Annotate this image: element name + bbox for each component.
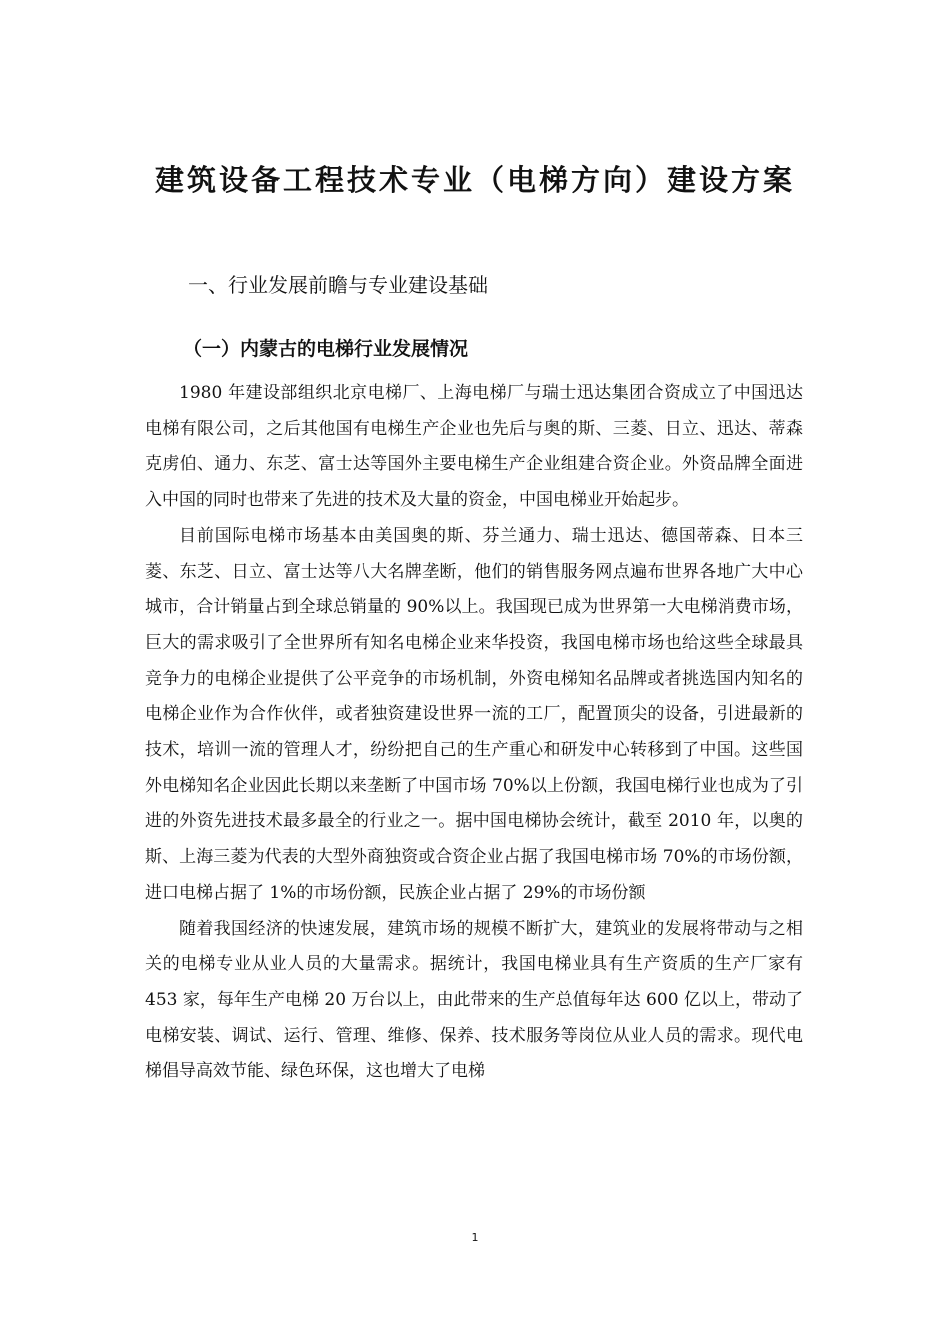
- paragraph-3: 随着我国经济的快速发展，建筑市场的规模不断扩大，建筑业的发展将带动与之相关的电梯专业从业人员的大量需求。据统计，我国电梯业具有生产资质的生产厂家有 453 家，每年生产电梯 20 万台以上，由此带来的生产总值每年达 600 亿以上，带动了电梯安装、调试、运行、管理、维修、保养、技术服务等岗位从业人员的需求。现代电梯倡导高效节能、绿色环保，这也增大了电梯: [145, 918, 803, 1082]
- section-heading: 一、行业发展前瞻与专业建设基础: [188, 273, 488, 297]
- document-title: 建筑设备工程技术专业（电梯方向）建设方案: [154, 163, 795, 197]
- subsection-heading: （一）内蒙古的电梯行业发展情况: [183, 338, 469, 360]
- body-text: [145, 376, 803, 1090]
- paragraph-1: 1980 年建设部组织北京电梯厂、上海电梯厂与瑞士迅达集团合资成立了中国迅达电梯有限公司，之后其他国有电梯生产企业也先后与奥的斯、三菱、日立、迅达、蒂森克虏伯、通力、东芝、富士达等国外主要电梯生产企业组建合资企业。外资品牌全面进入中国的同时也带来了先进的技术及大量的资金，中国电梯业开始起步。: [145, 383, 803, 511]
- page-number: 1: [471, 1231, 479, 1244]
- paragraph-2: 目前国际电梯市场基本由美国奥的斯、芬兰通力、瑞士迅达、德国蒂森、日本三菱、东芝、日立、富士达等八大名牌垄断，他们的销售服务网点遍布世界各地广大中心城市，合计销量占到全球总销量的 90%以上。我国现已成为世界第一大电梯消费市场，巨大的需求吸引了全世界所有知名电梯企业来华投资，我国电梯市场也给这些全球最具竞争力的电梯企业提供了公平竞争的市场机制，外资电梯知名品牌或者挑选国内知名的电梯企业作为合作伙伴，或者独资建设世界一流的工厂，配置顶尖的设备，引进最新的技术，培训一流的管理人才，纷纷把自己的生产重心和研发中心转移到了中国。这些国外电梯知名企业因此长期以来垄断了中国市场 70%以上份额，我国电梯行业也成为了引进的外资先进技术最多最全的行业之一。据中国电梯协会统计，截至 2010 年，以奥的斯、上海三菱为代表的大型外商独资或合资企业占据了我国电梯市场 70%的市场份额，进口电梯占据了 1%的市场份额，民族企业占据了 29%的市场份额: [145, 525, 803, 903]
